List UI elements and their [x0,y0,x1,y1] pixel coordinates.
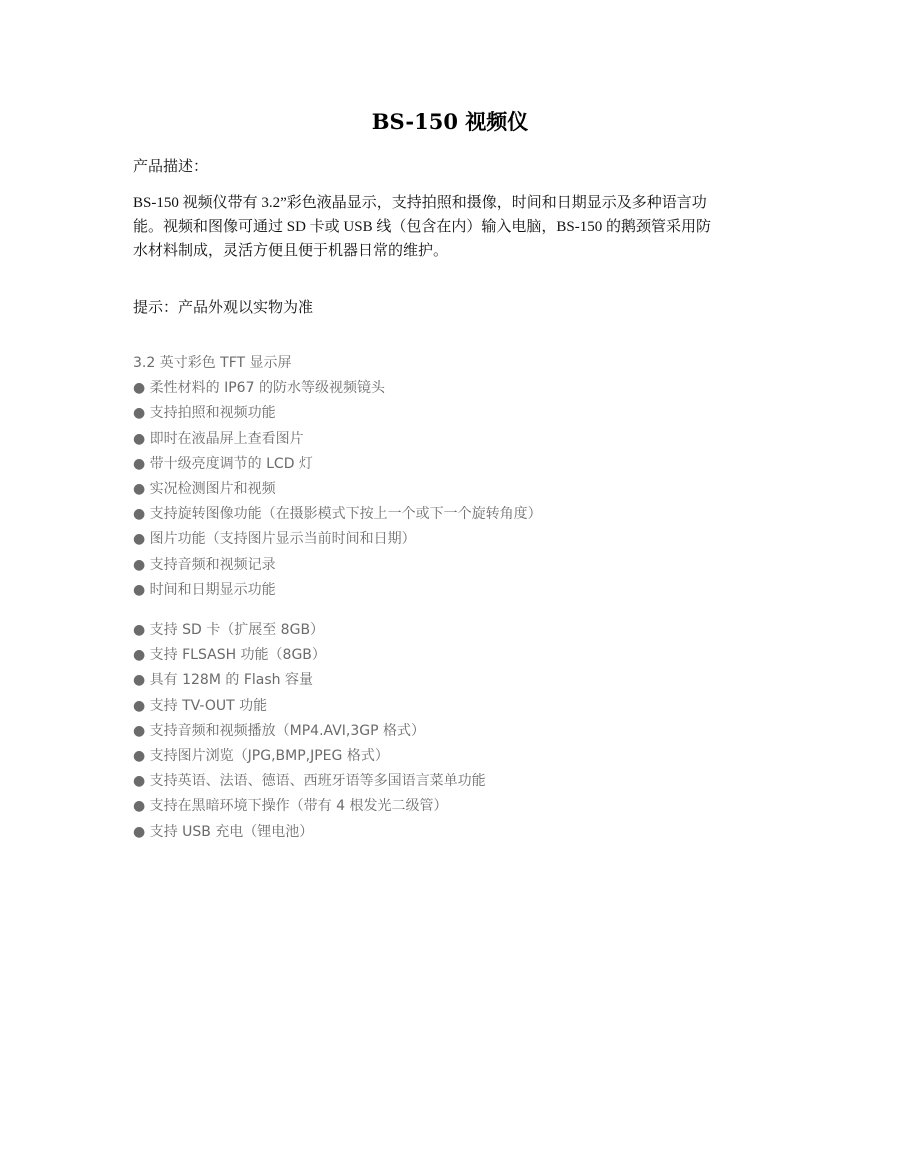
feature-item: ● 支持图片浏览（JPG,BMP,JPEG 格式） [133,747,389,764]
feature-item: ● 支持 FLSASH 功能（8GB） [133,647,326,664]
feature-item: ● 图片功能（支持图片显示当前时间和日期） [133,531,416,548]
feature-item: ● 支持英语、法语、德语、西班牙语等多国语言菜单功能 [133,773,486,790]
feature-item: ● 柔性材料的 IP67 的防水等级视频镜头 [133,380,385,397]
document-title: BS-150 视频仪 [371,109,529,134]
feature-item: 3.2 英寸彩色 TFT 显示屏 [133,355,292,371]
feature-item: ● 即时在液晶屏上查看图片 [133,430,304,447]
feature-list-1 [133,351,542,603]
description-line: 水材料制成，灵活方便且便于机器日常的维护。 [133,243,449,259]
feature-item: ● 带十级亮度调节的 LCD 灯 [133,455,313,472]
appearance-tip: 提示：产品外观以实物为准 [133,300,314,316]
feature-item: ● 支持在黑暗环境下操作（带有 4 根发光二级管） [133,798,448,815]
description-label: 产品描述： [133,159,209,175]
feature-list-2 [133,618,486,845]
feature-item: ● 实况检测图片和视频 [133,480,276,497]
feature-item: ● 时间和日期显示功能 [133,581,276,598]
description-line: BS-150 视频仪带有 3.2”彩色液晶显示，支持拍照和摄像，时间和日期显示及多种语言功 [133,195,707,211]
description-line: 能。视频和图像可通过 SD 卡或 USB 线（包含在内）输入电脑，BS-150 的鹅颈管采用防 [133,219,711,235]
feature-item: ● 支持 USB 充电（锂电池） [133,823,314,840]
feature-item: ● 支持旋转图像功能（在摄影模式下按上一个或下一个旋转角度） [133,506,542,523]
product-description [133,191,763,263]
feature-item: ● 具有 128M 的 Flash 容量 [133,672,313,689]
feature-item: ● 支持 SD 卡（扩展至 8GB） [133,622,325,638]
feature-item: ● 支持音频和视频记录 [133,556,276,573]
feature-item: ● 支持音频和视频播放（MP4.AVI,3GP 格式） [133,722,426,739]
feature-item: ● 支持 TV-OUT 功能 [133,697,268,714]
feature-item: ● 支持拍照和视频功能 [133,405,276,422]
